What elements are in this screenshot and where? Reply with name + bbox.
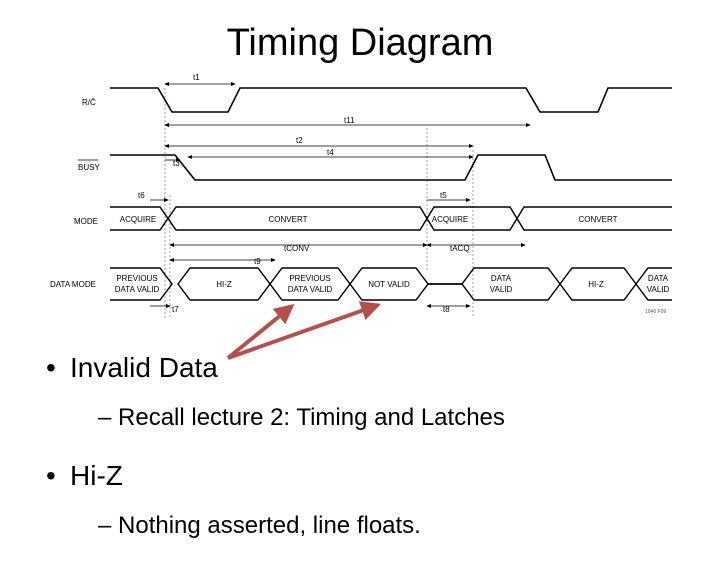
mode-state: ACQUIRE <box>119 215 157 224</box>
timing-label-t6: t6 <box>138 191 145 200</box>
data-state: VALID <box>646 285 670 294</box>
timing-label-t3: t3 <box>173 159 180 168</box>
data-state: PREVIOUS <box>116 274 158 283</box>
timing-label-t11: t11 <box>344 116 355 125</box>
timing-label-t4: t4 <box>327 148 334 157</box>
timing-label-t1: t1 <box>193 73 200 82</box>
signal-label-busy: BUSY <box>78 163 100 172</box>
data-state: NOT VALID <box>368 280 410 289</box>
mode-state: ACQUIRE <box>431 215 469 224</box>
data-state: PREVIOUS <box>289 274 331 283</box>
sub-bullet-recall: – Recall lecture 2: Timing and Latches <box>98 404 505 431</box>
timing-label-t8: t8 <box>443 305 450 314</box>
timing-label-tacq: tACQ <box>450 244 470 253</box>
slide-title: Timing Diagram <box>226 22 494 64</box>
timing-label-t5: t5 <box>440 191 447 200</box>
timing-label-t2: t2 <box>296 136 303 145</box>
data-state: DATA <box>490 274 512 283</box>
bullet-invalid-data: • Invalid Data <box>46 352 218 383</box>
signal-label-rc: R/C̄ <box>82 98 96 107</box>
data-state: DATA VALID <box>114 285 160 294</box>
mode-state: CONVERT <box>268 215 308 224</box>
data-state: HI-Z <box>588 280 604 289</box>
data-state: DATA VALID <box>287 285 333 294</box>
signal-label-mode: MODE <box>74 217 98 226</box>
bullet-hi-z: • Hi-Z <box>46 460 123 491</box>
data-state: DATA <box>647 274 669 283</box>
mode-state: CONVERT <box>578 215 618 224</box>
data-state: VALID <box>489 285 513 294</box>
timing-label-t7: t7 <box>172 305 179 314</box>
bullet-list <box>46 352 706 568</box>
figure-code: 1046 F09 <box>645 309 667 315</box>
timing-label-tconv: tCONV <box>284 244 310 253</box>
data-state: HI-Z <box>216 280 232 289</box>
timing-label-t9: t9 <box>254 257 261 266</box>
signal-label-data-mode: DATA MODE <box>50 280 96 289</box>
annotation-arrows <box>228 305 378 358</box>
rc-waveform <box>110 88 672 112</box>
busy-waveform <box>110 155 672 180</box>
sub-bullet-nothing-asserted: – Nothing asserted, line floats. <box>98 512 421 539</box>
